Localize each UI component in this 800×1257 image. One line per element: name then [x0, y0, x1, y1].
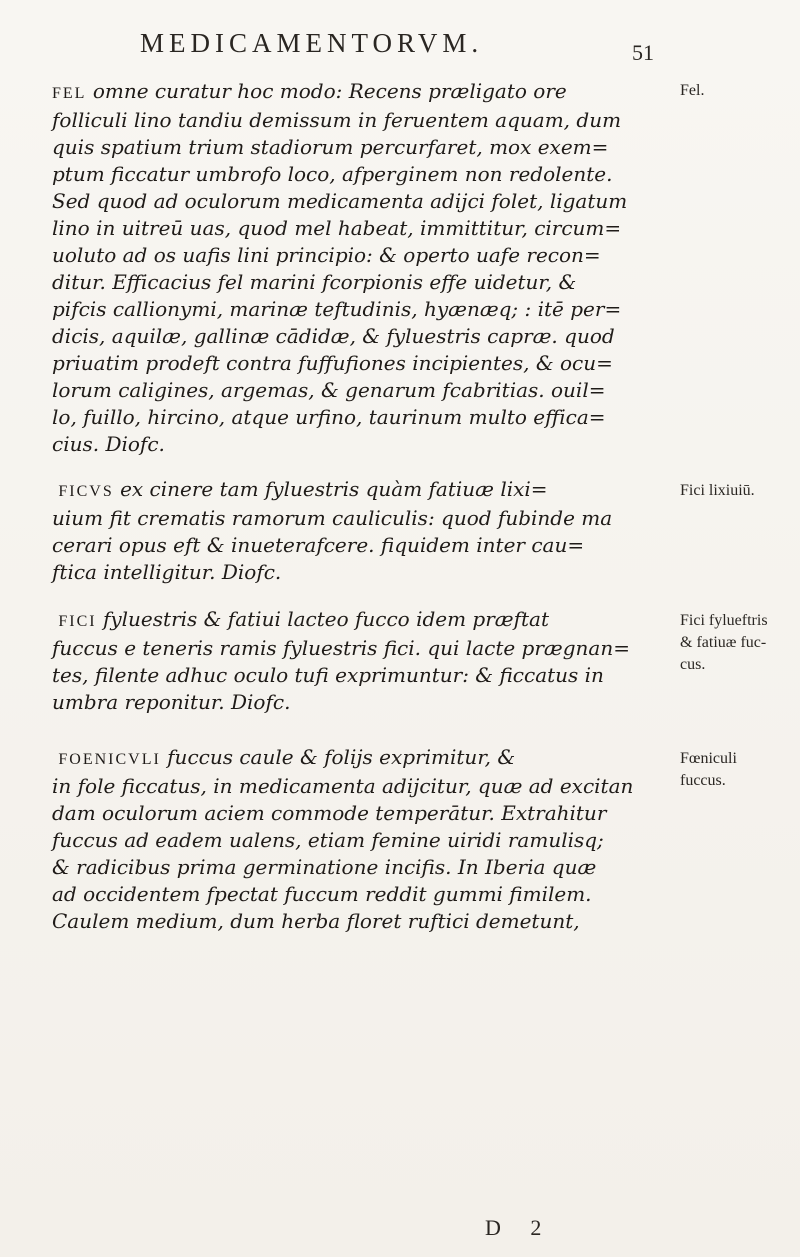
margin-note-line: fuccus.	[680, 772, 726, 789]
margin-note-line: Fici lixiuiū.	[680, 482, 755, 499]
text-line: folliculi lino tandiu demissum in feruentem aquam, dum	[52, 108, 622, 132]
margin-note-line: Fel.	[680, 82, 705, 99]
text-line: uium fit crematis ramorum cauliculis: quod fubinde ma	[52, 506, 613, 530]
text-line: ftica intelligitur. Diofc.	[52, 560, 282, 584]
text-line: uoluto ad os uafis lini principio: & operto uafe recon=	[52, 243, 601, 267]
margin-note-fel	[680, 80, 798, 102]
text-line: FOENICVLI fuccus caule & folijs exprimitur, &	[58, 745, 516, 769]
text-line: FICVS ex cinere tam fyluestris quàm fatiuæ lixi=	[58, 477, 548, 501]
text-line: dicis, aquilæ, gallinæ cādidæ, & fyluestris capræ. quod	[52, 324, 615, 348]
page-header-title: MEDICAMENTORVM.	[140, 28, 484, 58]
paragraph-fici	[52, 606, 682, 716]
margin-note-line: Fœniculi	[680, 750, 737, 767]
text-line: dam oculorum aciem commode temperātur. Extrahitur	[52, 801, 607, 825]
text-line: fuccus ad eadem ualens, etiam femine uiridi ramulisq;	[52, 828, 604, 852]
text-line: cius. Diofc.	[52, 432, 165, 456]
text-line: umbra reponitur. Diofc.	[52, 690, 291, 714]
text-line: lino in uitreū uas, quod mel habeat, immittitur, circum=	[52, 216, 622, 240]
margin-note-line: cus.	[680, 656, 706, 673]
paragraph-ficus	[52, 476, 682, 586]
text-line: ad occidentem fpectat fuccum reddit gummi fimilem.	[52, 882, 592, 906]
lead-word: FEL	[52, 85, 87, 102]
margin-note-ficus	[680, 480, 798, 502]
text-line: pifcis callionymi, marinæ teftudinis, hyænæq; : itē per=	[52, 297, 622, 321]
text-line: priuatim prodeft contra fuffufiones incipientes, & ocu=	[52, 351, 613, 375]
text-line: FICI fyluestris & fatiui lacteo fucco idem præftat	[58, 607, 549, 631]
catchword-signature: D 2	[485, 1215, 542, 1240]
margin-note-line: & fatiuæ fuc-	[680, 634, 767, 651]
lead-word: FICVS	[58, 483, 114, 500]
text-line: fuccus e teneris ramis fyluestris fici. qui lacte prægnan=	[52, 636, 630, 660]
text-line: lo, fuillo, hircino, atque urfino, taurinum multo effica=	[52, 405, 606, 429]
paragraph-fel	[52, 78, 682, 458]
text-line: FEL omne curatur hoc modo: Recens præligato ore	[52, 79, 567, 103]
lead-word: FICI	[58, 613, 97, 630]
text-line: Sed quod ad oculorum medicamenta adijci folet, ligatum	[52, 189, 628, 213]
text-line: in fole ficcatus, in medicamenta adijcitur, quæ ad excitan	[52, 774, 634, 798]
margin-note-line: Fici fylueftris	[680, 612, 768, 629]
margin-note-foeniculi	[680, 748, 798, 792]
text-line: Caulem medium, dum herba floret ruftici demetunt,	[52, 909, 580, 933]
margin-note-fici	[680, 610, 798, 676]
text-line: ditur. Efficacius fel marini fcorpionis effe uidetur, &	[52, 270, 577, 294]
text-line: tes, filente adhuc oculo tufi exprimuntur: & ficcatus in	[52, 663, 604, 687]
text-line: quis spatium trium stadiorum percurfaret, mox exem=	[52, 135, 609, 159]
text-line: cerari opus eft & inueterafcere. fiquidem inter cau=	[52, 533, 585, 557]
text-line: lorum caligines, argemas, & genarum fcabritias. ouil=	[52, 378, 606, 402]
text-line: & radicibus prima germinatione incifis. In Iberia quæ	[52, 855, 597, 879]
lead-word: FOENICVLI	[58, 751, 161, 768]
text-line: ptum ficcatur umbrofo loco, afperginem non redolente.	[52, 162, 613, 186]
page-number: 51	[632, 40, 654, 65]
paragraph-foeniculi	[52, 744, 682, 935]
